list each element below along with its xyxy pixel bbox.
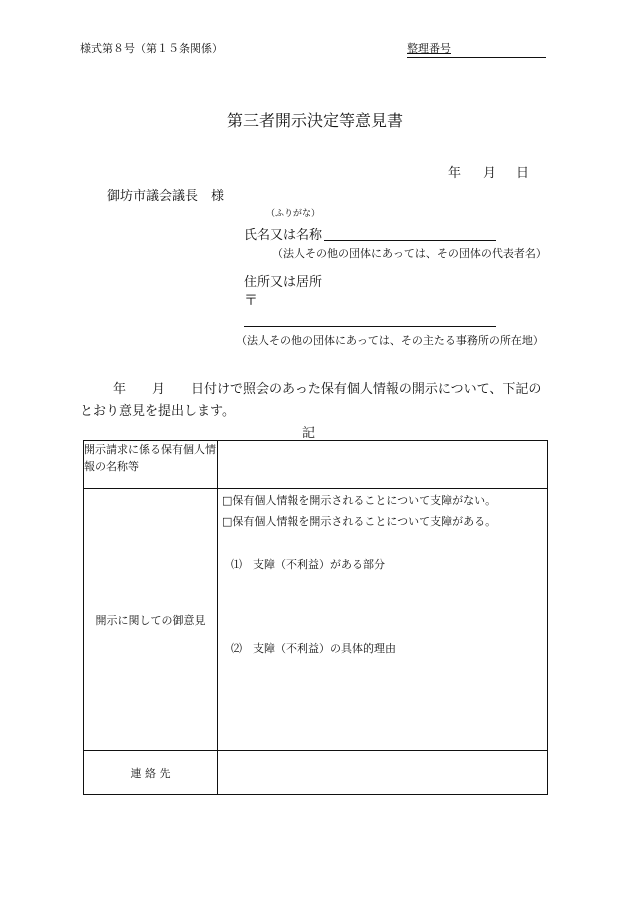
date-day-label: 日 (516, 166, 530, 181)
opinion-table (83, 440, 548, 795)
option-no-issue[interactable]: □保有個人情報を開示されることについて支障がない。 (222, 494, 497, 507)
intro-line-1: 年 月 日付けで照会のあった保有個人情報の開示について、下記の (113, 382, 542, 397)
table-row (84, 489, 548, 751)
row-label-contact: 連 絡 先 (84, 751, 218, 795)
sub-item-specific-reason: ⑵ 支障（不利益）の具体的理由 (231, 642, 396, 655)
address-input-line[interactable] (244, 326, 496, 327)
date-year-label: 年 (448, 166, 462, 181)
postal-mark: 〒 (244, 293, 258, 309)
address-note: （法人その他の団体にあっては、その主たる事務所の所在地） (236, 334, 544, 347)
intro-line-2: とおり意見を提出します。 (80, 404, 235, 419)
table-row (84, 441, 548, 489)
name-input-line[interactable] (324, 240, 496, 241)
furigana-label: （ふりがな） (266, 209, 321, 219)
addressee: 御坊市議会議長 様 (107, 189, 225, 204)
info-name-field[interactable] (218, 441, 548, 489)
sub-item-affected-part: ⑴ 支障（不利益）がある部分 (231, 558, 385, 571)
name-note: （法人その他の団体にあっては、その団体の代表者名） (272, 247, 547, 260)
opinion-field[interactable] (218, 489, 548, 751)
table-row (84, 751, 548, 795)
row-label-info-name: 開示請求に係る保有個人情報の名称等 (84, 441, 218, 489)
row-label-opinion: 開示に関しての御意見 (84, 489, 218, 751)
reference-number-label: 整理番号 (407, 42, 451, 55)
address-label: 住所又は居所 (244, 275, 323, 290)
name-label: 氏名又は名称 (244, 228, 323, 243)
date-month-label: 月 (483, 166, 497, 181)
reference-number-field[interactable] (407, 40, 546, 58)
contact-field[interactable] (218, 751, 548, 795)
page-title: 第三者開示決定等意見書 (226, 111, 403, 130)
form-number: 様式第８号（第１５条関係） (80, 42, 223, 55)
option-has-issue[interactable]: □保有個人情報を開示されることについて支障がある。 (222, 515, 497, 528)
ki-heading: 記 (302, 426, 316, 441)
